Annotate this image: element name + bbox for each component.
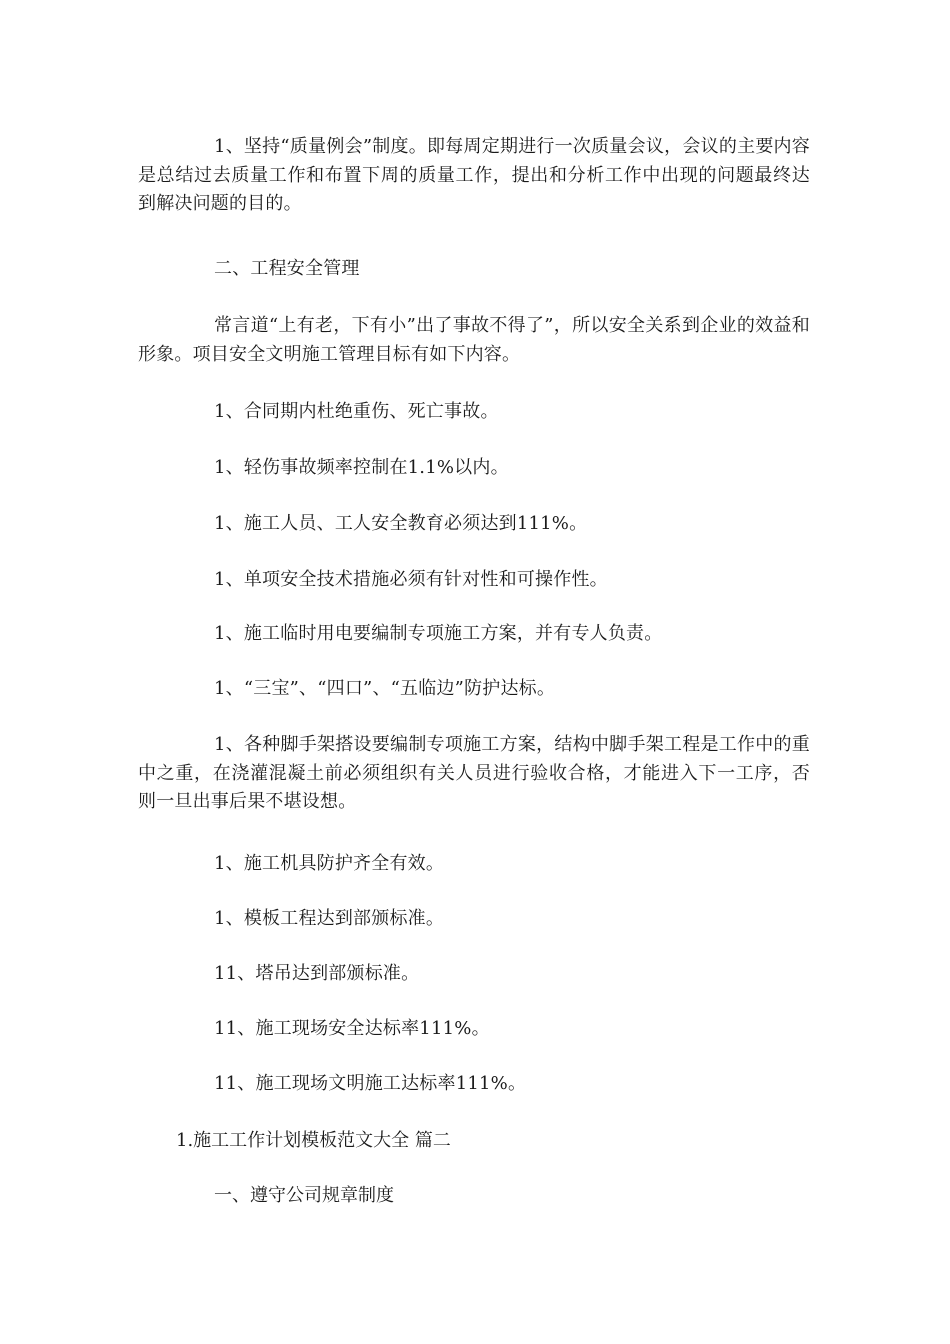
list-item: 1、施工临时用电要编制专项施工方案，并有专人负责。 xyxy=(214,623,663,644)
paragraph-safety-intro: 常言道“上有老，下有小”出了事故不得了”，所以安全关系到企业的效益和形象。项目安全文明施工管理目标有如下内容。 xyxy=(138,315,810,365)
list-item: 1、施工机具防护齐全有效。 xyxy=(214,853,445,874)
paragraph-quality-meeting: 1、坚持“质量例会”制度。即每周定期进行一次质量会议，会议的主要内容是总结过去质量工作和布置下周的质量工作，提出和分析工作中出现的问题最终达到解决问题的目的。 xyxy=(138,136,810,214)
list-item: 1、施工人员、工人安全教育必须达到111%。 xyxy=(214,513,588,534)
section-title: 1.施工工作计划模板范文大全 篇二 xyxy=(176,1130,451,1151)
list-item: 11、塔吊达到部颁标准。 xyxy=(214,963,420,984)
list-item: 1、“三宝”、“四口”、“五临边”防护达标。 xyxy=(214,678,556,699)
list-item: 11、施工现场安全达标率111%。 xyxy=(214,1018,490,1039)
heading-safety-management: 二、工程安全管理 xyxy=(214,258,360,279)
subsection-title: 一、遵守公司规章制度 xyxy=(214,1185,394,1206)
list-item-scaffolding: 1、各种脚手架搭设要编制专项施工方案，结构中脚手架工程是工作中的重中之重，在浇灌混凝土前必须组织有关人员进行验收合格，才能进入下一工序，否则一旦出事后果不堪设想。 xyxy=(138,734,810,812)
list-item: 1、模板工程达到部颁标准。 xyxy=(214,908,445,929)
list-item: 1、轻伤事故频率控制在1.1%以内。 xyxy=(214,457,509,478)
list-item: 1、合同期内杜绝重伤、死亡事故。 xyxy=(214,401,499,422)
list-item: 1、单项安全技术措施必须有针对性和可操作性。 xyxy=(214,569,608,590)
list-item: 11、施工现场文明施工达标率111%。 xyxy=(214,1073,527,1094)
